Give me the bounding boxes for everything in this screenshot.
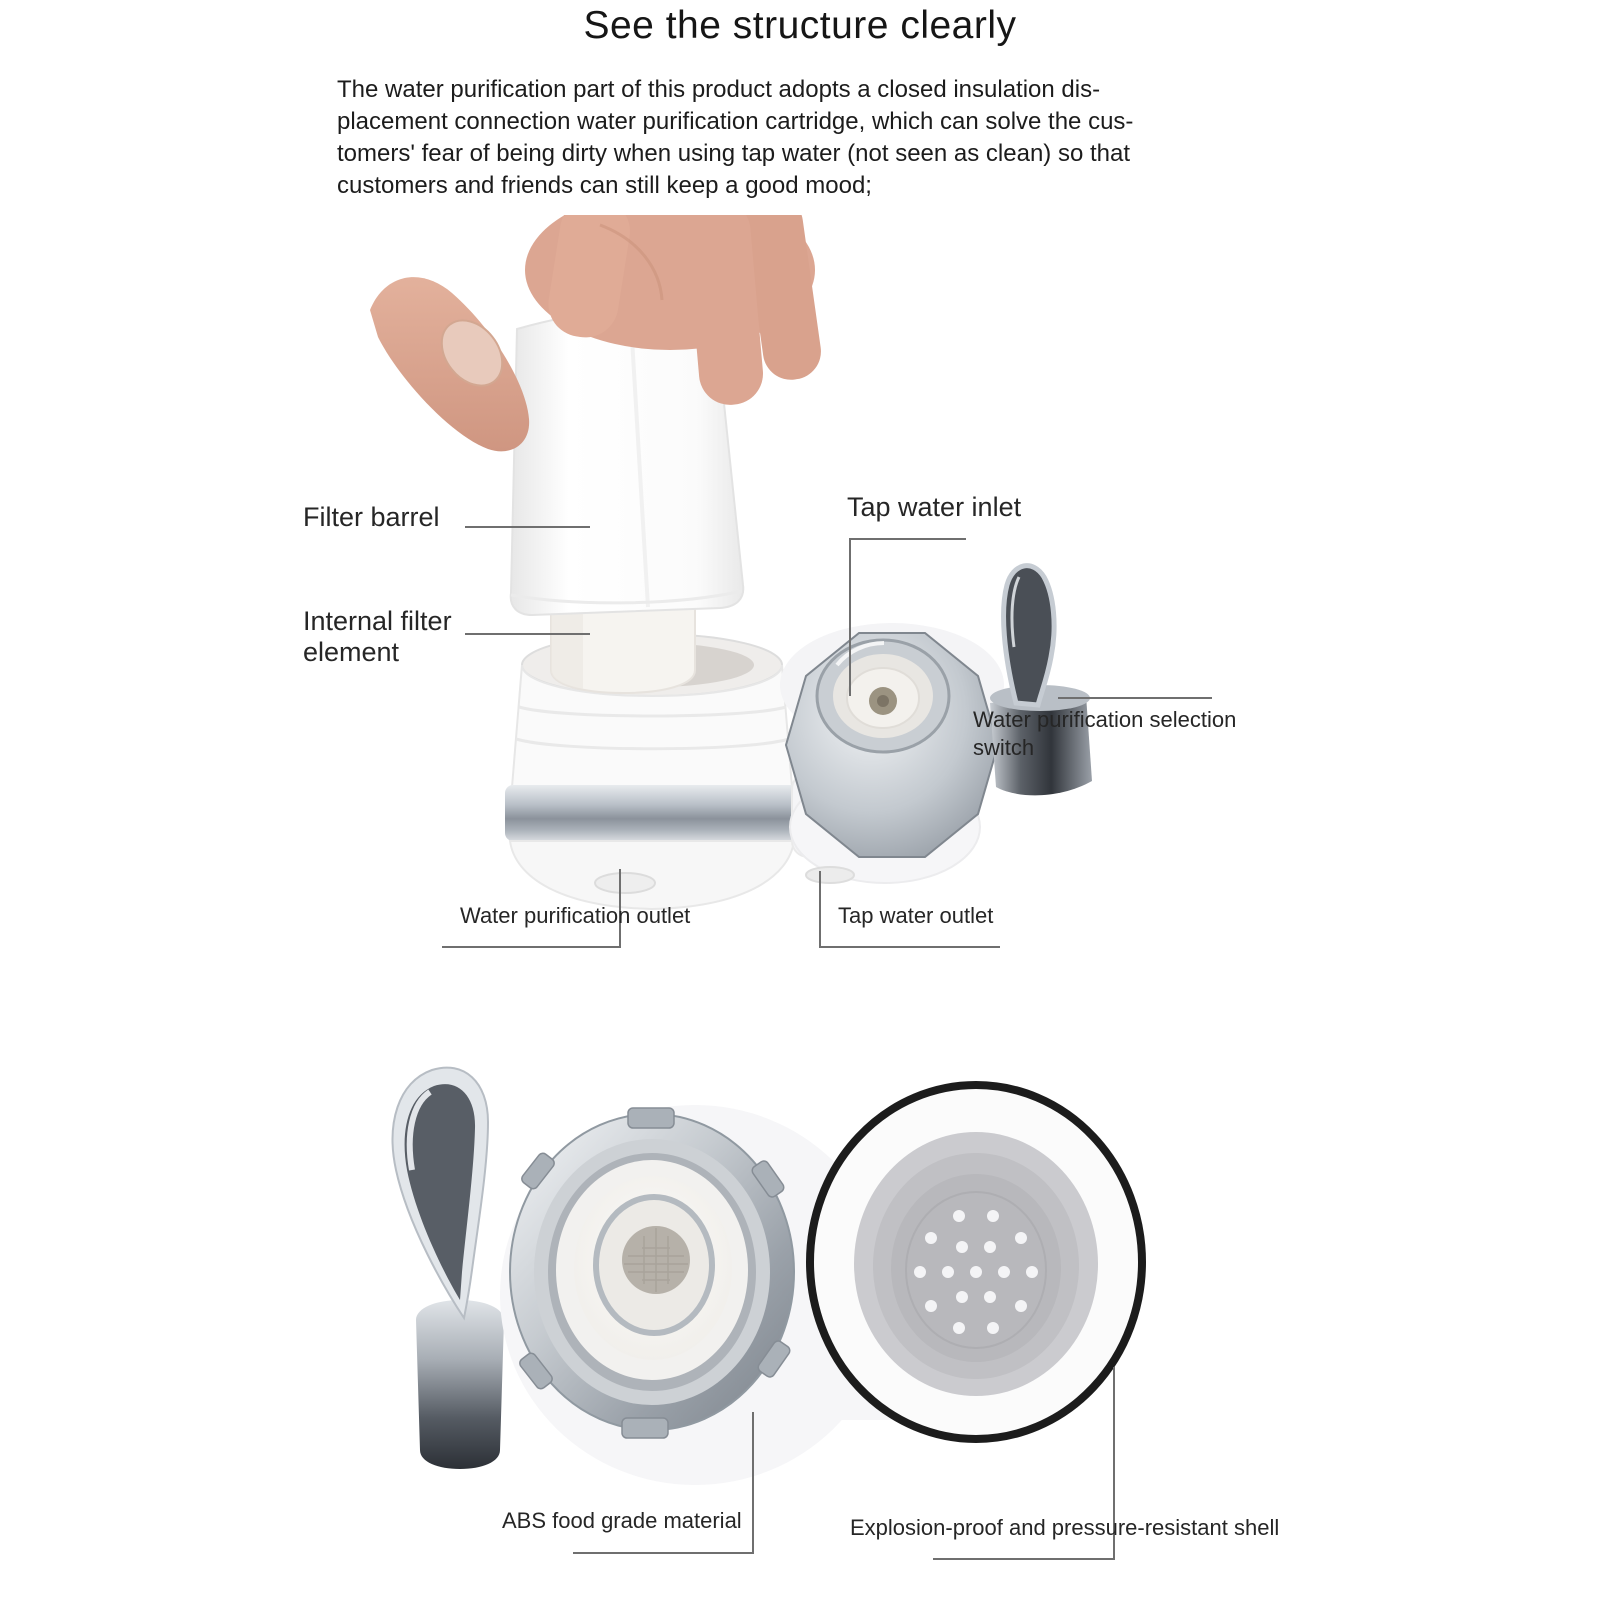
selection-switch-callout-line	[1058, 697, 1212, 699]
label-tap-water-inlet: Tap water inlet	[847, 492, 1022, 522]
tap-water-outlet-callout-line-h	[819, 946, 1000, 948]
label-abs-material: ABS food grade material	[502, 1508, 742, 1533]
purification-outlet-callout-line-h	[442, 946, 621, 948]
tap-water-inlet-callout-line-h	[849, 538, 966, 540]
tap-water-outlet-callout-line-v	[819, 871, 821, 948]
product-photo-bottom-view	[360, 1020, 1210, 1510]
label-water-purification-outlet: Water purification outlet	[460, 903, 691, 928]
description-line: customers and friends can still keep a good mood;	[337, 172, 872, 199]
filter-barrel-bottom-view	[810, 1085, 1142, 1439]
selection-switch-handle-bottom	[393, 1068, 504, 1469]
label-filter-barrel: Filter barrel	[303, 502, 440, 532]
filter-barrel-callout-line	[465, 526, 590, 528]
abs-material-callout-line-v	[752, 1412, 754, 1554]
page-title: See the structure clearly	[583, 4, 1017, 47]
label-internal-filter-element: Internal filter element	[303, 606, 452, 667]
description	[337, 74, 1133, 202]
explosion-shell-callout-line-h	[933, 1558, 1115, 1560]
label-selection-switch: Water purification selection switch	[973, 707, 1237, 760]
abs-material-callout-line-h	[573, 1552, 754, 1554]
tap-connector	[780, 623, 1004, 883]
tap-water-inlet-callout-line-v	[849, 538, 851, 696]
label-explosion-shell: Explosion-proof and pressure-resistant shell	[850, 1515, 1280, 1540]
description-line: tomers' fear of being dirty when using tap water (not seen as clean) so that	[337, 140, 1131, 167]
description-line: placement connection water purification cartridge, which can solve the cus-	[337, 108, 1134, 135]
description-line: The water purification part of this product adopts a closed insulation dis-	[337, 76, 1101, 103]
label-tap-water-outlet: Tap water outlet	[838, 903, 994, 928]
product-photo-exploded-view	[300, 215, 1110, 965]
